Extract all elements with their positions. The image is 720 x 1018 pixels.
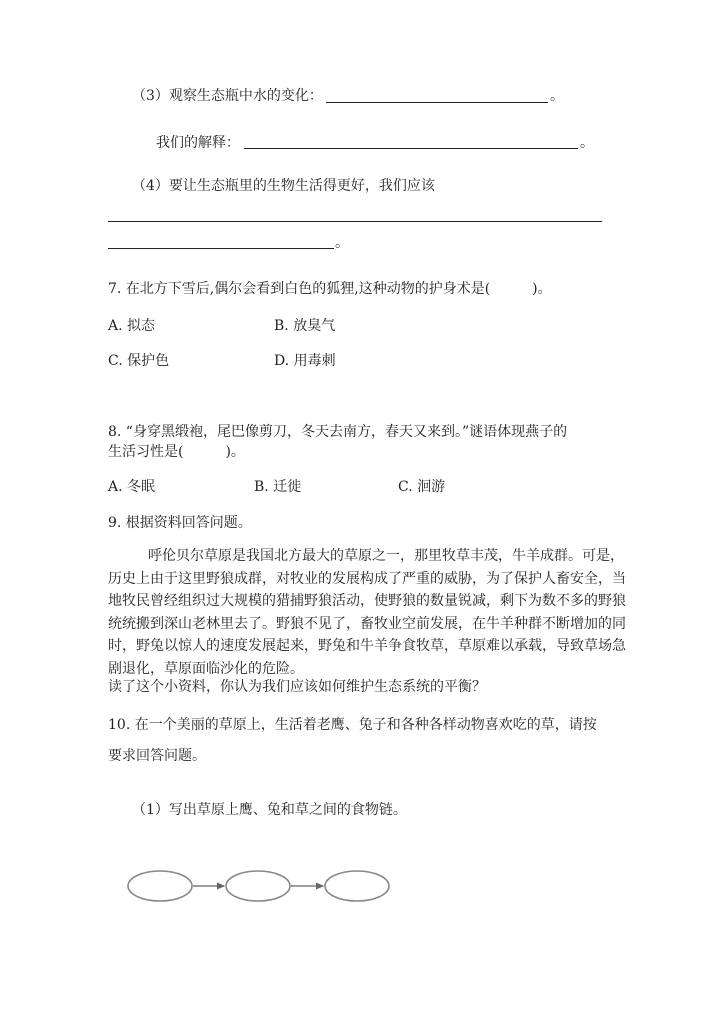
q9-stem: 9. 根据资料回答问题。 [108,515,252,531]
q8-stem-line1: 8. “身穿黑缎袍，尾巴像剪刀，冬天去南方，春天又来到。”谜语体现燕子的 [108,424,568,440]
q8-option-b[interactable]: B. 迁徙 [254,479,302,495]
q7-option-a[interactable]: A. 拟态 [108,318,156,334]
q7-option-b[interactable]: B. 放臭气 [274,318,336,334]
q6-part4-label: （4）要让生态瓶里的生物生活得更好，我们应该 [132,178,435,194]
q6-explain-label: 我们的解释： [156,135,240,151]
q8-option-c[interactable]: C. 洄游 [398,479,446,495]
food-chain-node-2[interactable] [226,871,290,901]
q7-option-d[interactable]: D. 用毒刺 [274,353,336,369]
q6-part3-label: （3）观察生态瓶中水的变化： [132,88,323,104]
q10-stem-line2: 要求回答问题。 [108,748,206,764]
q9-question: 读了这个小资料，你认为我们应该如何维护生态系统的平衡？ [108,679,486,695]
food-chain-node-3[interactable] [325,871,389,901]
q9-passage-text: 呼伦贝尔草原是我国北方最大的草原之一，那里牧草丰茂，牛羊成群。可是，历史上由于这里野狼成群，对牧业的发展构成了严重的威胁，为了保护人畜安全，当地牧民曾经组织过大规模的猎捕野狼活动，使野狼的数量锐减，剩下为数不多的野狼统统搬到深山老林里去了。野狼不见了，畜牧业空前发展，在牛羊种群不断增加的同时，野兔以惊人的速度发展起来，野兔和牛羊争食牧草，草原难以承载，导致草场急剧退化，草原面临沙化的危险。 [108,548,626,677]
q7-option-c[interactable]: C. 保护色 [108,353,170,369]
q7-stem: 7. 在北方下雪后,偶尔会看到白色的狐狸,这种动物的护身术是( )。 [108,281,552,297]
q6-explain-end: 。 [580,135,594,151]
q6-part3-end: 。 [550,88,564,104]
q10-stem-line1: 10. 在一个美丽的草原上，生活着老鹰、兔子和各种各样动物喜欢吃的草，请按 [108,717,597,733]
q8-option-a[interactable]: A. 冬眠 [108,479,156,495]
q10-part1: （1）写出草原上鹰、兔和草之间的食物链。 [132,802,407,818]
food-chain-node-1[interactable] [128,871,192,901]
q8-stem-line2: 生活习性是( )。 [108,444,245,460]
q6-part4-end: 。 [335,235,349,251]
